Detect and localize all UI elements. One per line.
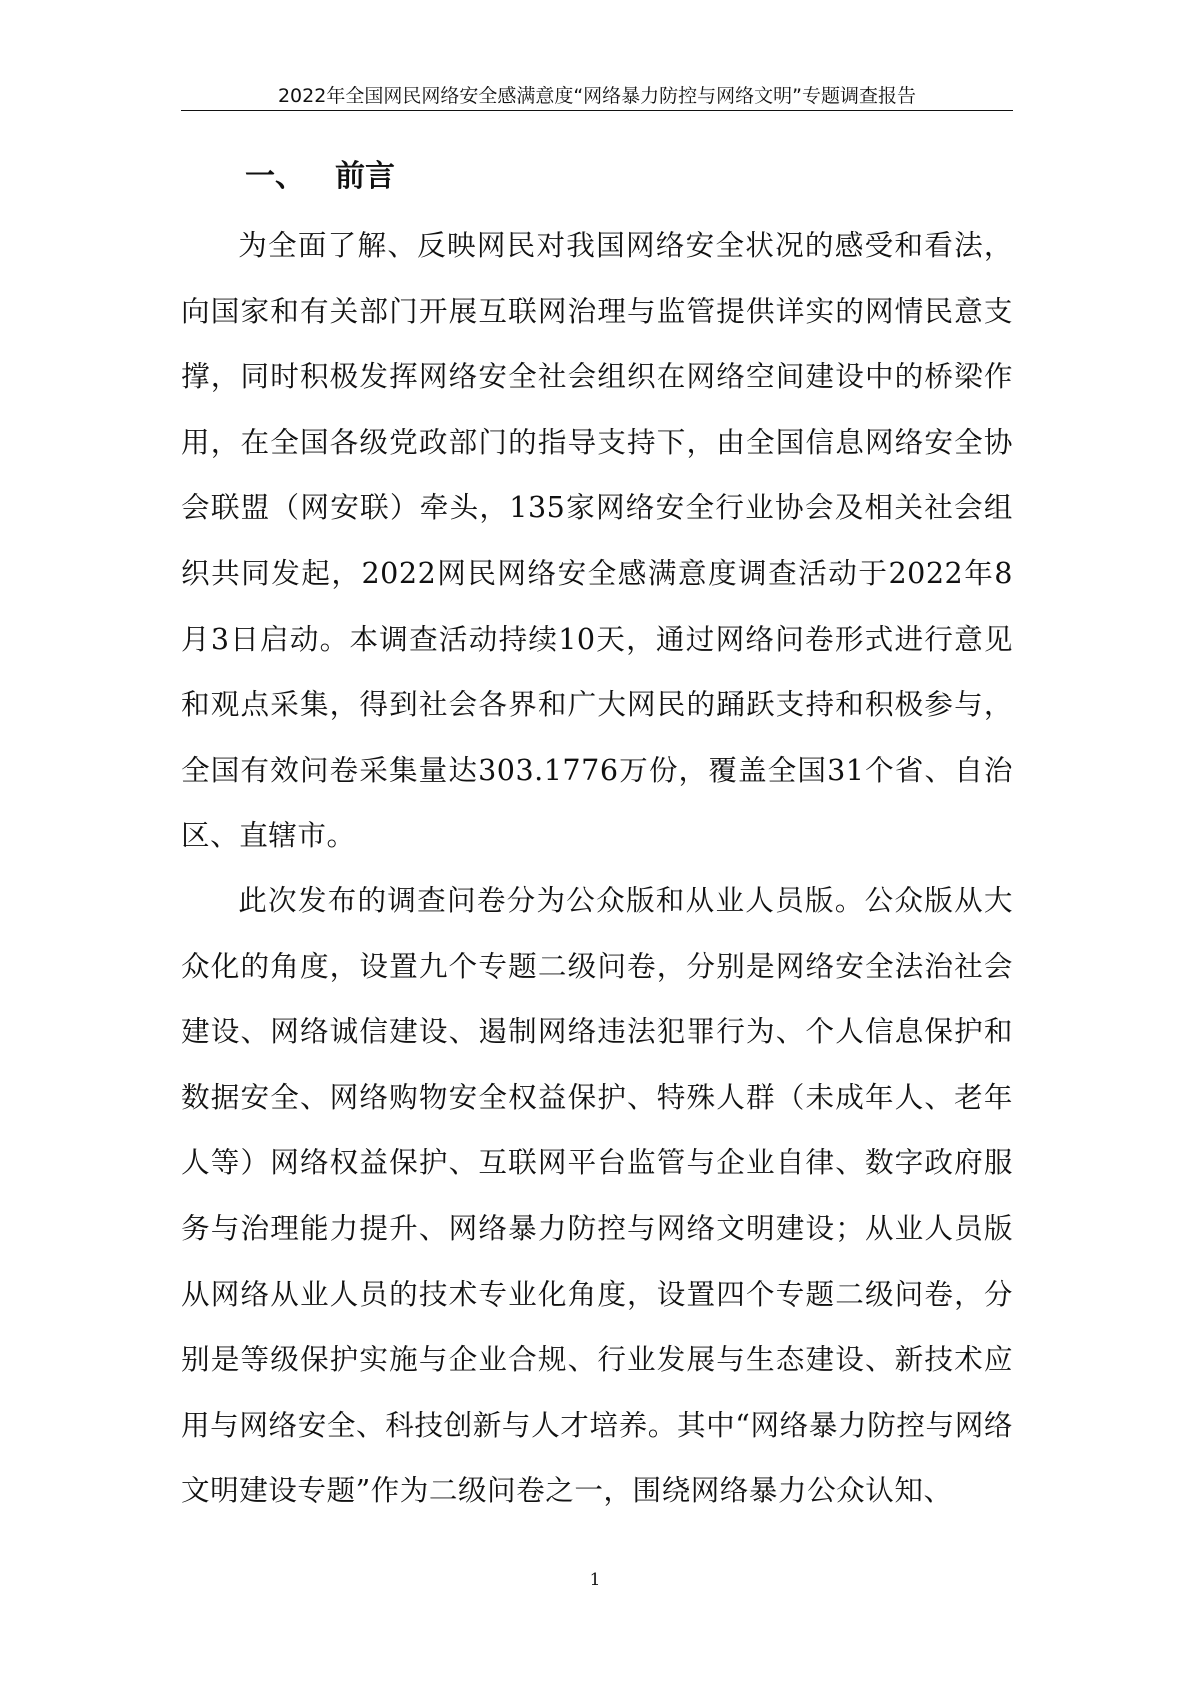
header-divider xyxy=(181,110,1013,111)
section-number: 一、 xyxy=(245,159,305,194)
running-header-title: 2022年全国网民网络安全感满意度“网络暴力防控与网络文明”专题调查报告 xyxy=(277,85,917,107)
page-number: 1 xyxy=(589,1570,601,1590)
section-heading xyxy=(245,157,395,197)
body-paragraph: 此次发布的调查问卷分为公众版和从业人员版。公众版从大众化的角度，设置九个专题二级问卷，分别是网络安全法治社会建设、网络诚信建设、遏制网络违法犯罪行为、个人信息保护和数据安全、网络购物安全权益保护、特殊人群（未成年人、老年人等）网络权益保护、互联网平台监管与企业自律、数字政府服务与治理能力提升、网络暴力防控与网络文明建设；从业人员版从网络从业人员的技术专业化角度，设置四个专题二级问卷，分别是等级保护实施与企业合规、行业发展与生态建设、新技术应用与网络安全、科技创新与人才培养。其中“网络暴力防控与网络文明建设专题”作为二级问卷之一，围绕网络暴力公众认知、 xyxy=(181,883,1013,1508)
body-paragraph: 为全面了解、反映网民对我国网络安全状况的感受和看法，向国家和有关部门开展互联网治理与监管提供详实的网情民意支撑，同时积极发挥网络安全社会组织在网络空间建设中的桥梁作用，在全国各级党政部门的指导支持下，由全国信息网络安全协会联盟（网安联）牵头，135家网络安全行业协会及相关社会组织共同发起，2022网民网络安全感满意度调查活动于2022年8月3日启动。本调查活动持续10天，通过网络问卷形式进行意见和观点采集，得到社会各界和广大网民的踊跃支持和积极参与，全国有效问卷采集量达303.1776万份，覆盖全国31个省、自治区、直辖市。 xyxy=(181,228,1013,853)
section-title: 前言 xyxy=(335,159,395,194)
